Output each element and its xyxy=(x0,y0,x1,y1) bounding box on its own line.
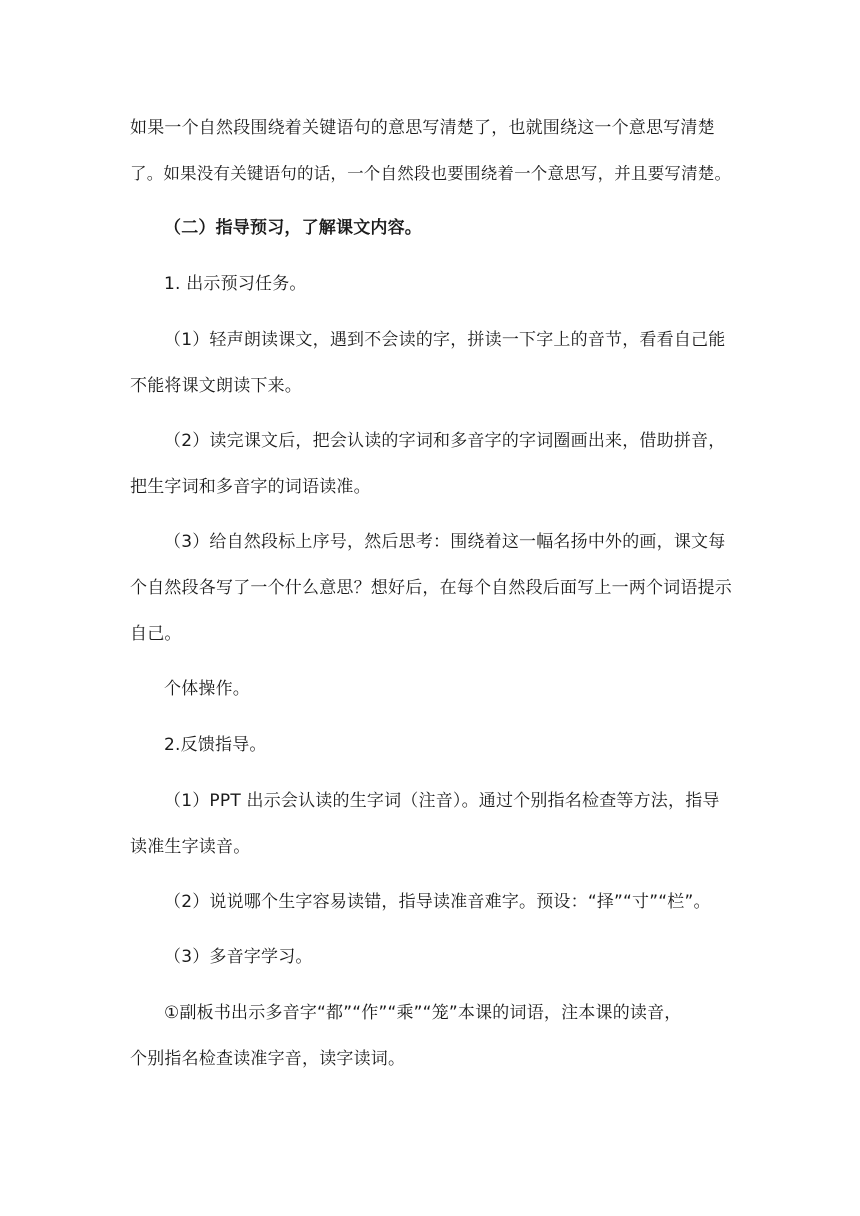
paragraph-task-2 xyxy=(130,418,736,510)
heading-text: （二）指导预习，了解课文内容。 xyxy=(164,218,422,238)
paragraph-feedback-title xyxy=(130,722,736,768)
text-line: （3）给自然段标上序号，然后思考：围绕着这一幅名扬中外的画，课文每 xyxy=(164,532,726,552)
text-line: 个自然段各写了一个什么意思？想好后，在每个自然段后面写上一两个词语提示 xyxy=(130,578,732,598)
text-line: 个体操作。 xyxy=(164,679,250,699)
paragraph-individual-work xyxy=(130,666,736,712)
text-line: 读准生字读音。 xyxy=(130,837,251,857)
paragraph-polyphone xyxy=(130,990,736,1082)
text-line: （3）多音字学习。 xyxy=(164,947,313,967)
text-line: （2）读完课文后，把会认读的字词和多音字的字词圈画出来，借助拼音， xyxy=(164,431,726,451)
text-line: 2.反馈指导。 xyxy=(164,735,267,755)
text-line: （1）PPT 出示会认读的生字词（注音）。通过个别指名检查等方法，指导 xyxy=(164,791,720,811)
text-line: 1. 出示预习任务。 xyxy=(164,274,307,294)
paragraph-task-title xyxy=(130,261,736,307)
text-line: （1）轻声朗读课文，遇到不会读的字，拼读一下字上的音节，看看自己能 xyxy=(164,330,726,350)
text-line: 个别指名检查读准字音，读字读词。 xyxy=(130,1049,406,1069)
text-line: 不能将课文朗读下来。 xyxy=(130,376,302,396)
paragraph-task-1 xyxy=(130,317,736,409)
text-line: 如果一个自然段围绕着关键语句的意思写清楚了，也就围绕这一个意思写清楚 xyxy=(130,118,715,138)
paragraph-feedback-3 xyxy=(130,934,736,980)
paragraph-feedback-1 xyxy=(130,778,736,870)
text-line: 把生字词和多音字的词语读准。 xyxy=(130,477,371,497)
paragraph-task-3 xyxy=(130,519,736,657)
text-line: 自己。 xyxy=(130,624,182,644)
paragraph-1 xyxy=(130,105,736,197)
text-line: （2）说说哪个生字容易读错，指导读准音难字。预设：“择”“寸”“栏”。 xyxy=(164,892,711,912)
section-heading xyxy=(130,205,736,251)
text-line: 了。如果没有关键语句的话，一个自然段也要围绕着一个意思写，并且要写清楚。 xyxy=(130,164,732,183)
text-line: ①副板书出示多音字“都”“作”“乘”“笼”本课的词语，注本课的读音， xyxy=(164,1003,682,1023)
paragraph-feedback-2 xyxy=(130,879,736,925)
